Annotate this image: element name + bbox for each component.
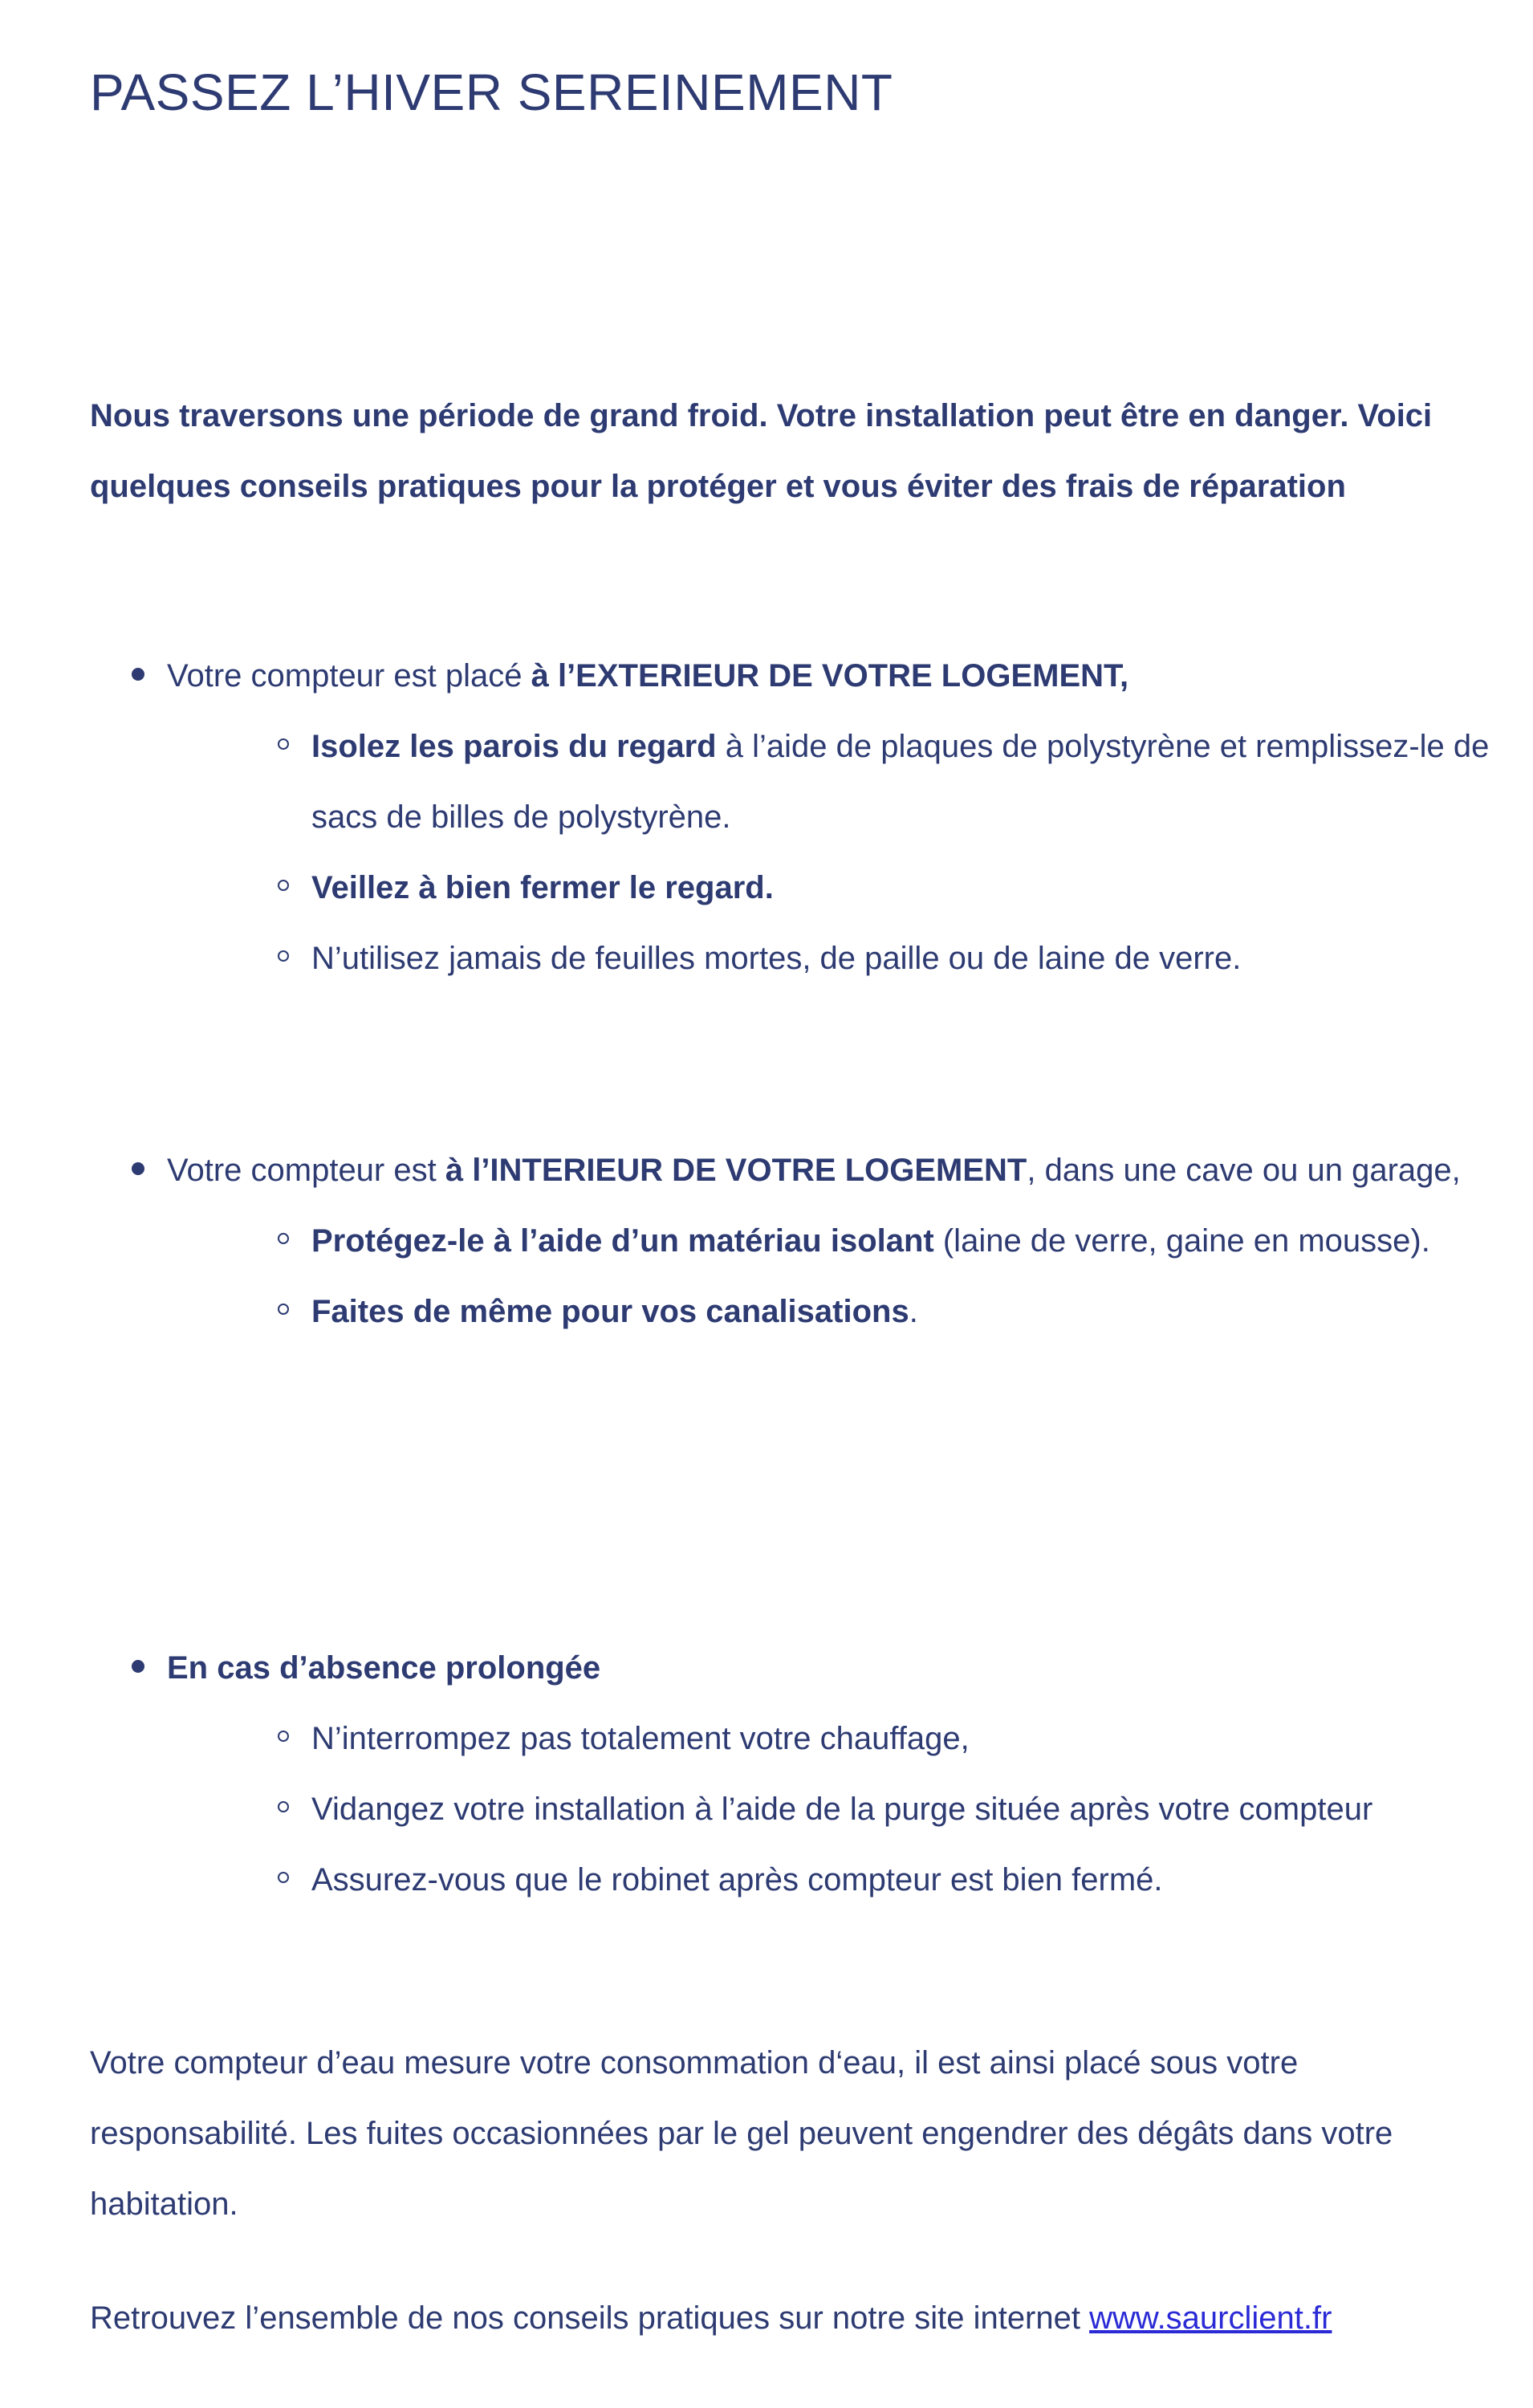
- list-item: [0, 1845, 1515, 1915]
- interior-item-2-bold: Faites de même pour vos canalisations: [311, 1294, 909, 1329]
- interior-item-2-text: .: [909, 1294, 918, 1329]
- website-link[interactable]: www.saurclient.fr: [1089, 2300, 1332, 2336]
- website-line-text: Retrouvez l’ensemble de nos conseils pratiques sur notre site internet: [90, 2300, 1090, 2336]
- list-item: [0, 1774, 1515, 1845]
- list-item-absence: [132, 1633, 1515, 1703]
- interior-sublist: [0, 1206, 1515, 1347]
- section-interior-list: [167, 1135, 1515, 1206]
- absence-item-1-text: N’interrompez pas totalement votre chauffage,: [311, 1721, 970, 1756]
- circle-bullet-icon: [278, 1731, 289, 1742]
- section-exterior: [167, 641, 1515, 994]
- absence-sublist: [0, 1703, 1515, 1915]
- exterior-item-2-bold: Veillez à bien fermer le regard.: [311, 870, 774, 905]
- interior-item-1-text: (laine de verre, gaine en mousse).: [933, 1223, 1430, 1259]
- circle-bullet-icon: [278, 1801, 289, 1812]
- list-item: [0, 711, 1515, 852]
- list-item: [0, 852, 1515, 923]
- interior-lead: Votre compteur est: [167, 1153, 445, 1188]
- interior-lead-bold: à l’INTERIEUR DE VOTRE LOGEMENT: [445, 1153, 1027, 1188]
- circle-bullet-icon: [278, 950, 289, 962]
- interior-lead-after: , dans une cave ou un garage,: [1027, 1153, 1461, 1188]
- absence-item-3-text: Assurez-vous que le robinet après compteur est bien fermé.: [311, 1862, 1163, 1898]
- absence-item-2-text: Vidangez votre installation à l’aide de la purge située après votre compteur: [311, 1792, 1373, 1827]
- absence-lead-bold: En cas d’absence prolongée: [167, 1650, 601, 1686]
- page-title: PASSEZ L’HIVER SEREINEMENT: [90, 63, 893, 121]
- list-item: [0, 1206, 1515, 1276]
- section-interior: [167, 1135, 1515, 1347]
- exterior-item-1-bold: Isolez les parois du regard: [311, 729, 717, 764]
- circle-bullet-icon: [278, 1872, 289, 1883]
- exterior-sublist: [0, 711, 1515, 994]
- circle-bullet-icon: [278, 1233, 289, 1244]
- list-item: [0, 923, 1515, 994]
- section-absence-list: [167, 1633, 1515, 1703]
- list-item-exterior: [132, 641, 1515, 711]
- exterior-lead: Votre compteur est placé: [167, 658, 531, 694]
- list-item: [0, 1703, 1515, 1774]
- list-item: [0, 1276, 1515, 1347]
- website-line: [90, 2283, 1503, 2353]
- interior-item-1-bold: Protégez-le à l’aide d’un matériau isolant: [311, 1223, 934, 1259]
- list-item-interior: [132, 1135, 1515, 1206]
- circle-bullet-icon: [278, 1304, 289, 1315]
- section-exterior-list: [167, 641, 1515, 711]
- section-absence: [167, 1633, 1515, 1915]
- exterior-item-3-text: N’utilisez jamais de feuilles mortes, de paille ou de laine de verre.: [311, 941, 1242, 976]
- circle-bullet-icon: [278, 738, 289, 750]
- exterior-lead-bold: à l’EXTERIEUR DE VOTRE LOGEMENT,: [531, 658, 1129, 694]
- responsibility-paragraph: Votre compteur d’eau mesure votre consommation d‘eau, il est ainsi placé sous votre responsabilité. Les fuites occasionnées par le gel peuvent engendrer des dégâts dans votre habitation.: [90, 2045, 1393, 2222]
- intro-paragraph: Nous traversons une période de grand froid. Votre installation peut être en danger. Voici quelques conseils pratiques pour la protéger et vous éviter des frais de réparation: [90, 398, 1433, 504]
- circle-bullet-icon: [278, 880, 289, 891]
- exterior-item-1-text: à l’aide de plaques de polystyrène et remplissez-le de sacs de billes de polystyrène.: [311, 729, 1490, 835]
